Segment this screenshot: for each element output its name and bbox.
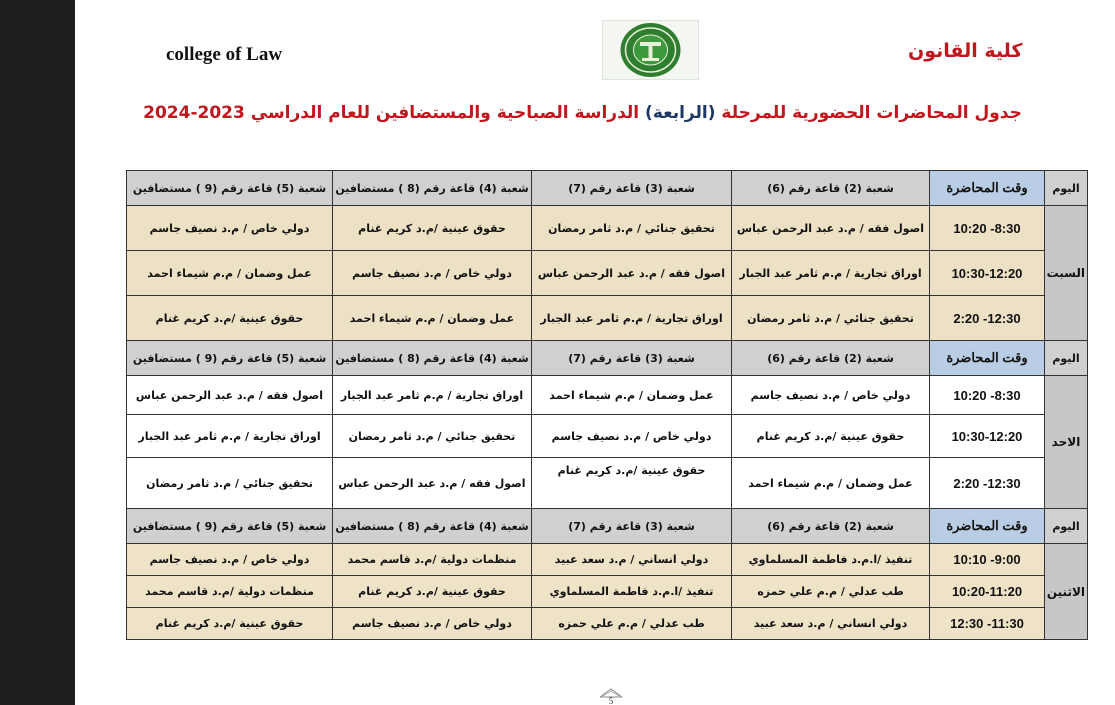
time-cell: 11:30- 12:30 <box>930 608 1045 640</box>
table-row <box>127 415 1088 458</box>
table-header-row <box>127 341 1088 376</box>
class-cell: دولي انساني / م.د سعد عبيد <box>732 608 930 640</box>
column-header-section-3: شعبة (3) قاعة رقم (7) <box>532 509 732 544</box>
table-row <box>127 206 1088 251</box>
class-cell: حقوق عينية /م.د كريم غنام <box>732 415 930 458</box>
table-row <box>127 458 1088 509</box>
page-number: 5 <box>608 696 614 705</box>
day-cell: الاثنين <box>1045 544 1088 640</box>
class-cell: تحقيق جنائي / م.د ثامر رمضان <box>333 415 532 458</box>
class-cell: حقوق عينية /م.د كريم غنام <box>532 458 732 509</box>
class-cell: اوراق تجارية / م.م ثامر عبد الجبار <box>127 415 333 458</box>
table-row <box>127 376 1088 415</box>
column-header-section-4: شعبة (4) قاعة رقم (8 ) مستضافين <box>333 341 532 376</box>
column-header-day: اليوم <box>1045 509 1088 544</box>
column-header-day: اليوم <box>1045 171 1088 206</box>
table-header-row <box>127 171 1088 206</box>
schedule-table <box>126 170 1088 640</box>
time-cell: 9:00- 10:10 <box>930 544 1045 576</box>
schedule-title: جدول المحاضرات الحضورية للمرحلة (الرابعة) الدراسة الصباحية والمستضافين للعام الدراسي 2023-2024 <box>143 103 1022 123</box>
column-header-section-4: شعبة (4) قاعة رقم (8 ) مستضافين <box>333 171 532 206</box>
class-cell: عمل وضمان / م.م شيماء احمد <box>732 458 930 509</box>
college-name-arabic: كلية القانون <box>908 40 1023 62</box>
column-header-section-3: شعبة (3) قاعة رقم (7) <box>532 171 732 206</box>
table-row <box>127 576 1088 608</box>
class-cell: عمل وضمان / م.م شيماء احمد <box>532 376 732 415</box>
class-cell: منظمات دولية /م.د قاسم محمد <box>333 544 532 576</box>
column-header-section-5: شعبة (5) قاعة رقم (9 ) مستضافين <box>127 171 333 206</box>
left-sidebar-strip <box>0 0 75 705</box>
time-cell: 8:30- 10:20 <box>930 376 1045 415</box>
time-cell: 12:30- 2:20 <box>930 458 1045 509</box>
class-cell: حقوق عينية /م.د كريم غنام <box>127 296 333 341</box>
column-header-time: وقت المحاضرة <box>930 171 1045 206</box>
column-header-time: وقت المحاضرة <box>930 341 1045 376</box>
column-header-section-2: شعبة (2) قاعة رقم (6) <box>732 171 930 206</box>
time-cell: 10:30-12:20 <box>930 415 1045 458</box>
table-row <box>127 608 1088 640</box>
class-cell: اصول فقه / م.د عبد الرحمن عباس <box>532 251 732 296</box>
class-cell: تحقيق جنائي / م.د ثامر رمضان <box>532 206 732 251</box>
table-row <box>127 296 1088 341</box>
class-cell: طب عدلي / م.م علي حمزه <box>532 608 732 640</box>
column-header-time: وقت المحاضرة <box>930 509 1045 544</box>
class-cell: حقوق عينية /م.د كريم غنام <box>333 206 532 251</box>
class-cell: منظمات دولية /م.د قاسم محمد <box>127 576 333 608</box>
day-cell: الاحد <box>1045 376 1088 509</box>
table-row <box>127 544 1088 576</box>
column-header-section-4: شعبة (4) قاعة رقم (8 ) مستضافين <box>333 509 532 544</box>
class-cell: دولي خاص / م.د نصيف جاسم <box>732 376 930 415</box>
class-cell: طب عدلي / م.م علي حمزه <box>732 576 930 608</box>
class-cell: اوراق تجارية / م.م ثامر عبد الجبار <box>732 251 930 296</box>
day-cell: السبت <box>1045 206 1088 341</box>
class-cell: دولي خاص / م.د نصيف جاسم <box>532 415 732 458</box>
column-header-day: اليوم <box>1045 341 1088 376</box>
class-cell: اوراق تجارية / م.م ثامر عبد الجبار <box>532 296 732 341</box>
column-header-section-5: شعبة (5) قاعة رقم (9 ) مستضافين <box>127 341 333 376</box>
table-header-row <box>127 509 1088 544</box>
time-cell: 12:30- 2:20 <box>930 296 1045 341</box>
column-header-section-2: شعبة (2) قاعة رقم (6) <box>732 341 930 376</box>
page-number-badge <box>598 688 624 705</box>
class-cell: حقوق عينية /م.د كريم غنام <box>333 576 532 608</box>
class-cell: اوراق تجارية / م.م ثامر عبد الجبار <box>333 376 532 415</box>
class-cell: اصول فقه / م.د عبد الرحمن عباس <box>127 376 333 415</box>
college-logo <box>602 20 699 80</box>
table-row <box>127 251 1088 296</box>
class-cell: دولي انساني / م.د سعد عبيد <box>532 544 732 576</box>
time-cell: 8:30- 10:20 <box>930 206 1045 251</box>
column-header-section-3: شعبة (3) قاعة رقم (7) <box>532 341 732 376</box>
class-cell: اصول فقه / م.د عبد الرحمن عباس <box>732 206 930 251</box>
class-cell: دولي خاص / م.د نصيف جاسم <box>333 608 532 640</box>
time-cell: 10:30-12:20 <box>930 251 1045 296</box>
class-cell: عمل وضمان / م.م شيماء احمد <box>333 296 532 341</box>
class-cell: تنفيذ /ا.م.د فاطمة المسلماوي <box>732 544 930 576</box>
class-cell: تنفيذ /ا.م.د فاطمة المسلماوي <box>532 576 732 608</box>
college-name-english: college of Law <box>166 44 283 65</box>
class-cell: عمل وضمان / م.م شيماء احمد <box>127 251 333 296</box>
column-header-section-2: شعبة (2) قاعة رقم (6) <box>732 509 930 544</box>
class-cell: دولي خاص / م.د نصيف جاسم <box>333 251 532 296</box>
time-cell: 10:20-11:20 <box>930 576 1045 608</box>
class-cell: تحقيق جنائي / م.د ثامر رمضان <box>732 296 930 341</box>
class-cell: اصول فقه / م.د عبد الرحمن عباس <box>333 458 532 509</box>
class-cell: تحقيق جنائي / م.د ثامر رمضان <box>127 458 333 509</box>
class-cell: حقوق عينية /م.د كريم غنام <box>127 608 333 640</box>
column-header-section-5: شعبة (5) قاعة رقم (9 ) مستضافين <box>127 509 333 544</box>
class-cell: دولي خاص / م.د نصيف جاسم <box>127 544 333 576</box>
class-cell: دولي خاص / م.د نصيف جاسم <box>127 206 333 251</box>
